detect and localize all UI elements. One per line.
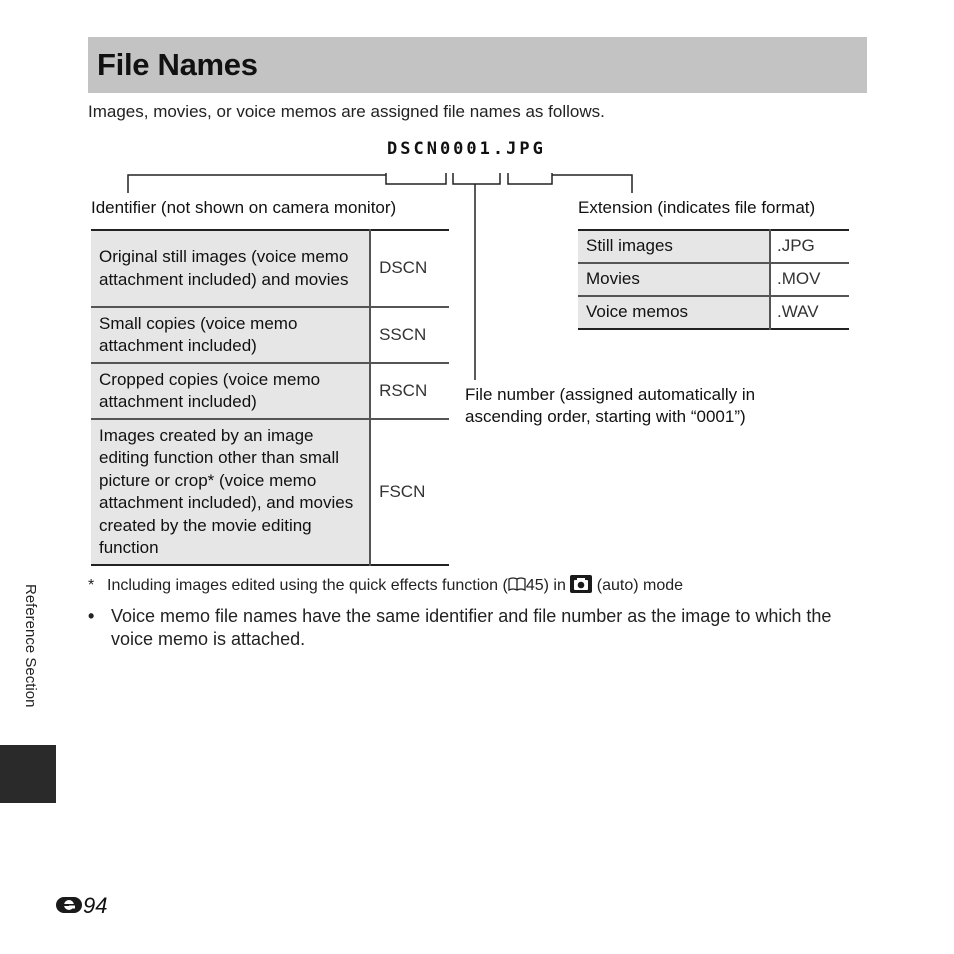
- page-title: File Names: [97, 47, 258, 82]
- table-row: [578, 230, 849, 263]
- table-row: [578, 296, 849, 329]
- footnote-text-before: Including images edited using the quick effects function (: [107, 577, 508, 594]
- extension-table: [578, 229, 849, 330]
- page-number-value: 94: [83, 893, 108, 918]
- extension-code: .WAV: [770, 296, 849, 329]
- table-row: [91, 363, 449, 419]
- book-reference-icon: [508, 577, 526, 591]
- identifier-connector: [128, 175, 386, 193]
- file-number-label-line1: File number (assigned automatically in: [465, 385, 756, 404]
- table-row: [91, 230, 449, 307]
- intro-text: Images, movies, or voice memos are assigned file names as follows.: [88, 102, 605, 121]
- identifier-code: SSCN: [370, 307, 449, 363]
- extension-bracket: [508, 173, 552, 184]
- identifier-description: Cropped copies (voice memo attachment included): [91, 363, 370, 419]
- extension-code: .MOV: [770, 263, 849, 296]
- footnote: [88, 575, 683, 595]
- e-section-icon: [55, 894, 83, 916]
- bullet-text: Voice memo file names have the same identifier and file number as the image to which the voice memo is attached.: [111, 606, 832, 649]
- footnote-text-after: (auto) mode: [592, 577, 684, 594]
- identifier-code: FSCN: [370, 419, 449, 565]
- footnote-ref-page[interactable]: 45: [525, 577, 544, 594]
- example-filename: DSCN0001.JPG: [387, 139, 546, 159]
- table-row: [91, 419, 449, 565]
- extension-description: Voice memos: [578, 296, 770, 329]
- extension-code: .JPG: [777, 236, 815, 256]
- side-section-label: Reference Section: [22, 584, 39, 708]
- identifier-table: [91, 229, 449, 566]
- page-number: [55, 893, 107, 919]
- extension-description: Movies: [578, 263, 770, 296]
- identifier-description: Images created by an image editing function other than small picture or crop* (voice memo attachment included), and movies created by the movie editing function: [91, 419, 370, 565]
- extension-connector: [552, 175, 632, 193]
- identifier-code: DSCN: [379, 258, 428, 278]
- side-section-tab: [0, 745, 56, 803]
- camera-auto-mode-icon: [570, 575, 592, 593]
- bullet-note: [88, 605, 858, 651]
- identifier-label: Identifier (not shown on camera monitor): [91, 198, 397, 217]
- extension-label: Extension (indicates file format): [578, 198, 816, 217]
- file-number-label-line2: ascending order, starting with “0001”): [465, 407, 746, 426]
- footnote-text-middle: ) in: [543, 577, 571, 594]
- footnote-marker: *: [88, 577, 95, 594]
- identifier-code: RSCN: [370, 363, 449, 419]
- identifier-bracket: [386, 173, 446, 184]
- extension-description: Still images: [578, 230, 770, 263]
- file-number-bracket: [453, 173, 500, 184]
- identifier-description: Original still images (voice memo attachment included) and movies: [91, 230, 370, 307]
- table-row: [91, 307, 449, 363]
- table-row: [578, 263, 849, 296]
- identifier-description: Small copies (voice memo attachment included): [91, 307, 370, 363]
- bullet-dot: •: [88, 606, 95, 626]
